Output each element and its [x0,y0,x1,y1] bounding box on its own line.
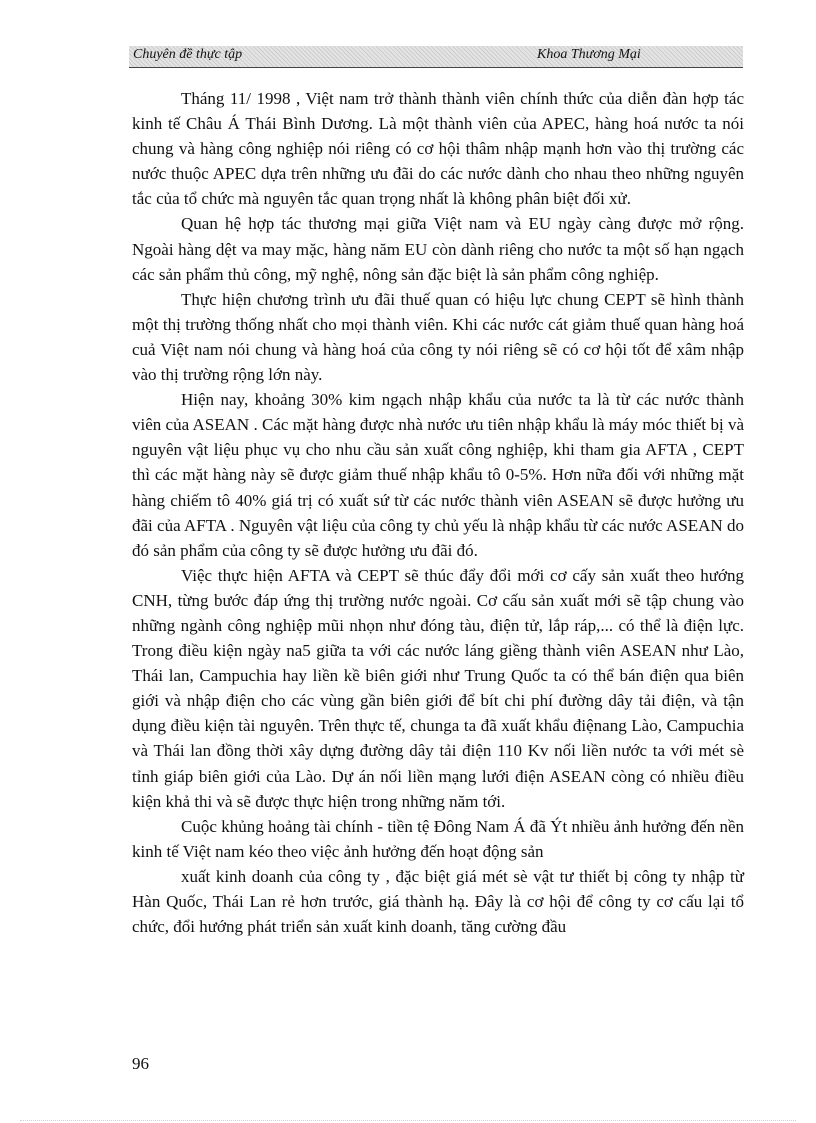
paragraph-eu: Quan hệ hợp tác thương mại giữa Việt nam và EU ngày càng được mở rộng. Ngoài hàng dệt va may mặc, hàng năm EU còn dành riêng cho nước ta một số hạn ngạch các sản phẩm thủ công, mỹ nghệ, nông sản đặc biệt là sản phẩm công nghiệp. [132,214,744,284]
paragraph-import-asean: Hiện nay, khoảng 30% kim ngạch nhập khẩu của nước ta là từ các nước thành viên của ASEAN . Các mặt hàng được nhà nước ưu tiên nhập khẩu là máy móc thiết bị và nguyên vật liệu phục vụ cho nhu cầu sản xuất công nghiệp, khi tham gia AFTA , CEPT thì các mặt hàng này sẽ được giảm thuế nhập khẩu tô 0-5%. Hơn nữa đối với những mặt hàng chiếm tô 40% giá trị có xuất sứ từ các nước thành viên ASEAN sẽ được hưởng ưu đãi của AFTA . Nguyên vật liệu của công ty chủ yếu là nhập khẩu từ các nước ASEAN do đó sản phẩm của công ty sẽ được hưởng ưu đãi đó. [132,390,744,560]
paragraph-financial-crisis: Cuộc khủng hoảng tài chính - tiền tệ Đông Nam Á đã Ýt nhiều ảnh hưởng đến nền kinh tế Việt nam kéo theo việc ảnh hưởng đến hoạt động sản [132,816,744,861]
header-document-title: Chuyên đề thực tập [133,47,243,62]
paragraph-crisis-continued: xuất kinh doanh của công ty , đặc biệt giá mét sè vật tư thiết bị công ty nhập từ Hàn Quốc, Thái Lan rẻ hơn trước, giá thành hạ. Đây là cơ hội để công ty cơ cấu lại tổ chức, đổi hướng phát triển sản xuất kinh doanh, tăng cường đầu [132,866,744,937]
page-number: 96 [132,1054,149,1073]
body-text [132,86,744,939]
paragraph-cept: Thực hiện chương trình ưu đãi thuế quan có hiệu lực chung CEPT sẽ hình thành một thị trường thống nhất cho mọi thành viên. Khi các nước cát giảm thuế quan hàng hoá cuả Việt nam nói chung và hàng hoá của công ty nói riêng sẽ có cơ hội tốt để xâm nhập vào thị trường rộng lớn này. [132,289,744,385]
paragraph-apec: Tháng 11/ 1998 , Việt nam trở thành thành viên chính thức của diễn đàn hợp tác kinh tế Châu Á Thái Bình Dương. Là một thành viên của APEC, hàng hoá nước ta nói chung và hàng công nghiệp nói riêng có cơ hội thâm nhập mạnh hơn vào thị trường các nước thuộc APEC dựa trên những ưu đãi do các nước dành cho nhau theo những nguyên tắc của tổ chức mà nguyên tắc quan trọng nhất là không phân biệt đối xử. [132,89,744,209]
footer-divider [20,1120,796,1121]
header-faculty-name: Khoa Thương Mại [537,47,641,62]
running-header [129,46,743,68]
paragraph-afta-structure: Việc thực hiện AFTA và CEPT sẽ thúc đẩy đổi mới cơ cấy sản xuất theo hướng CNH, từng bước đáp ứng thị trường nước ngoài. Cơ cấu sản xuất mới sẽ tập chung vào những ngành công nghiệp mũi nhọn như đóng tàu, điện tử, lắp ráp,... có thể là điện lực. Trong điều kiện ngày na5 giữa ta với các nước láng giềng thành viên ASEAN như Lào, Thái lan, Campuchia hay liền kề biên giới như Trung Quốc ta có thể bán điện qua biên giới và nhập điện cho các vùng gần biên giới để bít chi phí đường dây tải điện, và tận dụng điều kiện tài nguyên. Trên thực tế, chunga ta đã xuất khẩu điệnang Lào, Campuchia và Thái lan đồng thời xây dựng đường dây tải điện 110 Kv nối liền nước ta với mét sè tỉnh giáp biên giới của Lào. Dự án nối liền mạng lưới điện ASEAN còng có nhiều điều kiện khả thi và sẽ được thực hiện trong những năm tới. [132,565,744,811]
